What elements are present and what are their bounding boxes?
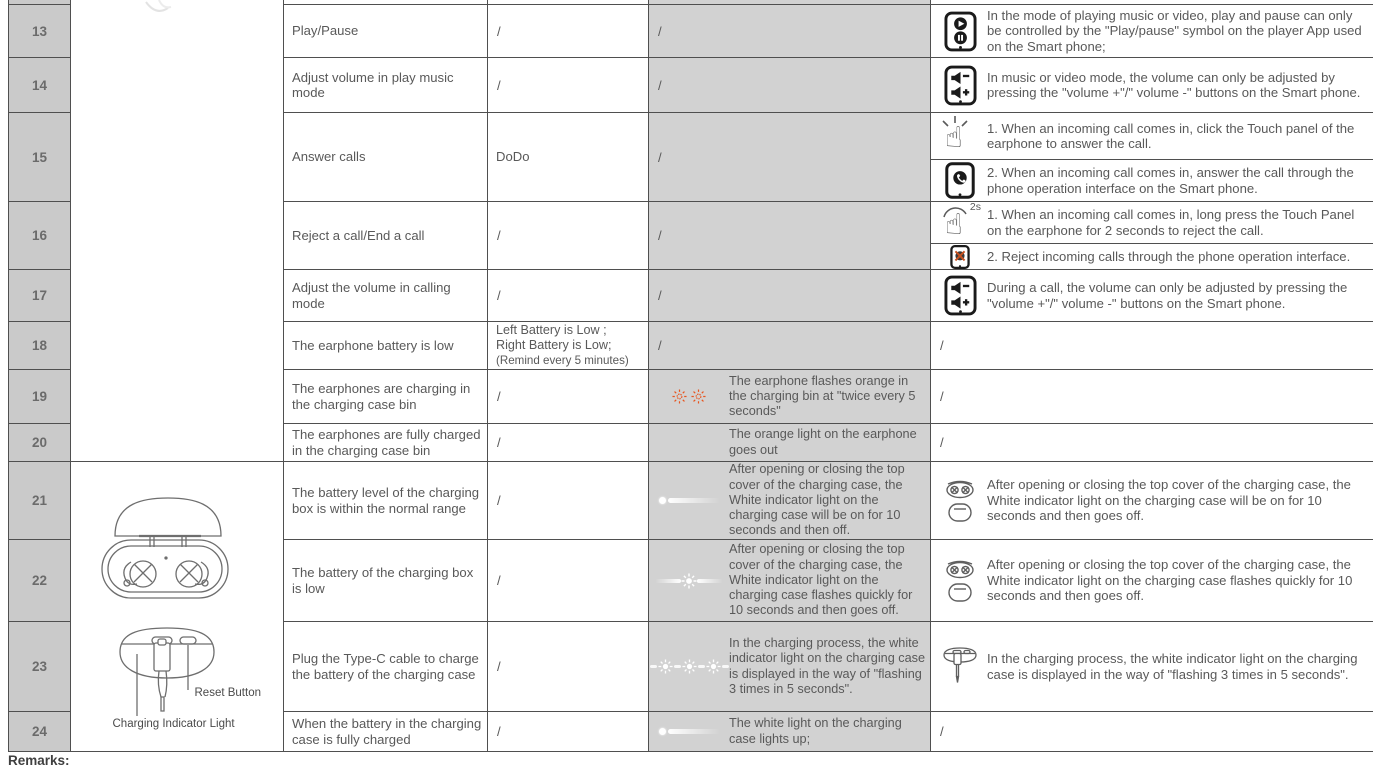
voice-line: Right Battery is Low; xyxy=(496,338,612,353)
charging-case-line-art xyxy=(71,462,284,751)
phone-answer-icon xyxy=(940,162,980,199)
row-23-number: 23 xyxy=(9,622,71,712)
case-open-closed-icon xyxy=(940,558,980,604)
row-22-indicator xyxy=(649,540,931,622)
row-21-phone xyxy=(931,462,1373,540)
row-15-function: Answer calls xyxy=(284,113,488,202)
row-15-phone-step1 xyxy=(931,113,1373,160)
row-22-voice: / xyxy=(488,540,649,622)
row-19-voice: / xyxy=(488,370,649,424)
row-14-phone xyxy=(931,58,1373,113)
row-15-voice: DoDo xyxy=(488,113,649,202)
row-13-function: Play/Pause xyxy=(284,5,488,58)
touch-longpress-icon: ☝ 2s xyxy=(945,202,981,241)
row-14-function: Adjust volume in play music mode xyxy=(284,58,488,113)
row-22-function: The battery of the charging box is low xyxy=(284,540,488,622)
row-14-indicator: / xyxy=(649,58,931,113)
row-24-indicator xyxy=(649,712,931,752)
row-13-voice: / xyxy=(488,5,649,58)
row-18-phone: / xyxy=(931,322,1373,370)
row-17-number: 17 xyxy=(9,270,71,322)
row-19-function: The earphones are charging in the charging case bin xyxy=(284,370,488,424)
row-23-phone xyxy=(931,622,1373,712)
phone-operation-text: 1. When an incoming call comes in, click the Touch panel of the earphone to answer the call. xyxy=(987,120,1355,151)
row-16-function: Reject a call/End a call xyxy=(284,202,488,270)
row-13-phone xyxy=(931,5,1373,58)
row-15-number: 15 xyxy=(9,113,71,202)
row-19-indicator xyxy=(649,370,931,424)
row-21-indicator xyxy=(649,462,931,540)
charging-indicator-light-label: Charging Indicator Light xyxy=(112,718,235,730)
charging-case-drawing xyxy=(71,462,284,751)
row-21-voice: / xyxy=(488,462,649,540)
voice-line: Left Battery is Low ; xyxy=(496,323,607,338)
row-16-indicator: / xyxy=(649,202,931,270)
reset-button-label: Reset Button xyxy=(194,687,261,699)
phone-operation-text: After opening or closing the top cover of the charging case, the White indicator light on the charging case will be on for 10 seconds and then goes off. xyxy=(987,477,1351,524)
row-18-function: The earphone battery is low xyxy=(284,322,488,370)
row-15-indicator: / xyxy=(649,113,931,202)
white-light-on-icon xyxy=(649,728,729,735)
charging-case-image-cell xyxy=(71,462,284,752)
manual-table xyxy=(8,0,1373,752)
case-open-closed-icon xyxy=(940,478,980,524)
white-light-flash-icon xyxy=(649,573,729,589)
row-21-number: 21 xyxy=(9,462,71,540)
phone-play-pause-icon xyxy=(940,11,980,52)
row-23-function: Plug the Type-C cable to charge the battery of the charging case xyxy=(284,622,488,712)
indicator-status-text: The white light on the charging case lights up; xyxy=(729,716,902,746)
white-light-triple-flash-icon xyxy=(649,659,729,674)
phone-operation-text: 2. Reject incoming calls through the phone operation interface. xyxy=(987,248,1351,264)
row-14-number: 14 xyxy=(9,58,71,113)
row-17-indicator: / xyxy=(649,270,931,322)
indicator-status-text: After opening or closing the top cover of the charging case, the White indicator light on the charging case flashes quickly for 10 seconds and then goes off. xyxy=(729,542,913,618)
phone-operation-text: 2. When an incoming call comes in, answer the call through the phone operation interface on the Smart phone. xyxy=(987,165,1354,196)
row-13-indicator: / xyxy=(649,5,931,58)
row-24-number: 24 xyxy=(9,712,71,752)
row-22-phone xyxy=(931,540,1373,622)
indicator-status-text: In the charging process, the white indicator light on the charging case is displayed in the way of "flashing 3 times in 5 seconds". xyxy=(729,636,926,696)
faint-earbud-drawing xyxy=(71,0,284,30)
row-14-voice: / xyxy=(488,58,649,113)
row-20-number: 20 xyxy=(9,424,71,462)
phone-operation-text: 1. When an incoming call comes in, long press the Touch Panel on the earphone for 2 seconds to reject the call. xyxy=(987,207,1355,238)
row-16-number: 16 xyxy=(9,202,71,270)
row-19-number: 19 xyxy=(9,370,71,424)
phone-operation-text: In the charging process, the white indicator light on the charging case is displayed in the way of "flashing 3 times in 5 seconds". xyxy=(987,651,1358,682)
phone-volume-icon xyxy=(940,65,980,106)
row-15-phone-step2 xyxy=(931,160,1373,202)
earphone-image-cell xyxy=(71,0,284,462)
long-press-duration-label: 2s xyxy=(969,202,981,213)
row-13-number: 13 xyxy=(9,5,71,58)
row-23-indicator xyxy=(649,622,931,712)
row-17-function: Adjust the volume in calling mode xyxy=(284,270,488,322)
phone-reject-icon xyxy=(940,245,980,269)
row-20-function: The earphones are fully charged in the charging case bin xyxy=(284,424,488,462)
row-20-voice: / xyxy=(488,424,649,462)
row-20-phone: / xyxy=(931,424,1373,462)
row-16-phone-step1 xyxy=(931,202,1373,244)
white-light-on-icon xyxy=(649,497,729,504)
row-17-voice: / xyxy=(488,270,649,322)
voice-line: (Remind every 5 minutes) xyxy=(496,353,629,367)
phone-volume-icon xyxy=(940,275,980,316)
row-24-phone: / xyxy=(931,712,1373,752)
row-21-function: The battery level of the charging box is within the normal range xyxy=(284,462,488,540)
row-16-voice: / xyxy=(488,202,649,270)
row-17-phone xyxy=(931,270,1373,322)
row-19-phone: / xyxy=(931,370,1373,424)
phone-operation-text: In the mode of playing music or video, play and pause can only be controlled by the "Play/pause" symbol on the player App used on the Smart phone; xyxy=(987,7,1362,54)
row-18-voice xyxy=(488,322,649,370)
touch-tap-icon: ☝ xyxy=(940,114,980,158)
phone-operation-text: In music or video mode, the volume can only be adjusted by pressing the "volume +"/" volume -" buttons on the Smart phone. xyxy=(987,69,1361,100)
indicator-status-text: The orange light on the earphone goes out xyxy=(729,427,917,457)
row-18-number: 18 xyxy=(9,322,71,370)
indicator-status-text: The earphone flashes orange in the charging bin at "twice every 5 seconds" xyxy=(729,373,916,419)
row-22-number: 22 xyxy=(9,540,71,622)
row-24-function: When the battery in the charging case is fully charged xyxy=(284,712,488,752)
row-23-voice: / xyxy=(488,622,649,712)
remarks-heading: Remarks: xyxy=(8,753,70,768)
row-16-phone-step2 xyxy=(931,244,1373,270)
row-20-indicator xyxy=(649,424,931,462)
indicator-status-text: After opening or closing the top cover of the charging case, the White indicator light on the charging case will be on for 10 seconds and then off. xyxy=(729,462,905,538)
phone-operation-text: During a call, the volume can only be adjusted by pressing the "volume +"/" volume -" buttons on the Smart phone. xyxy=(987,280,1348,311)
row-18-indicator: / xyxy=(649,322,931,370)
row-24-voice: / xyxy=(488,712,649,752)
case-charging-cable-icon xyxy=(940,645,980,689)
phone-operation-text: After opening or closing the top cover of the charging case, the White indicator light on the charging case flashes quickly for 10 seconds and then goes off. xyxy=(987,557,1353,604)
orange-flash-icon xyxy=(649,389,729,404)
